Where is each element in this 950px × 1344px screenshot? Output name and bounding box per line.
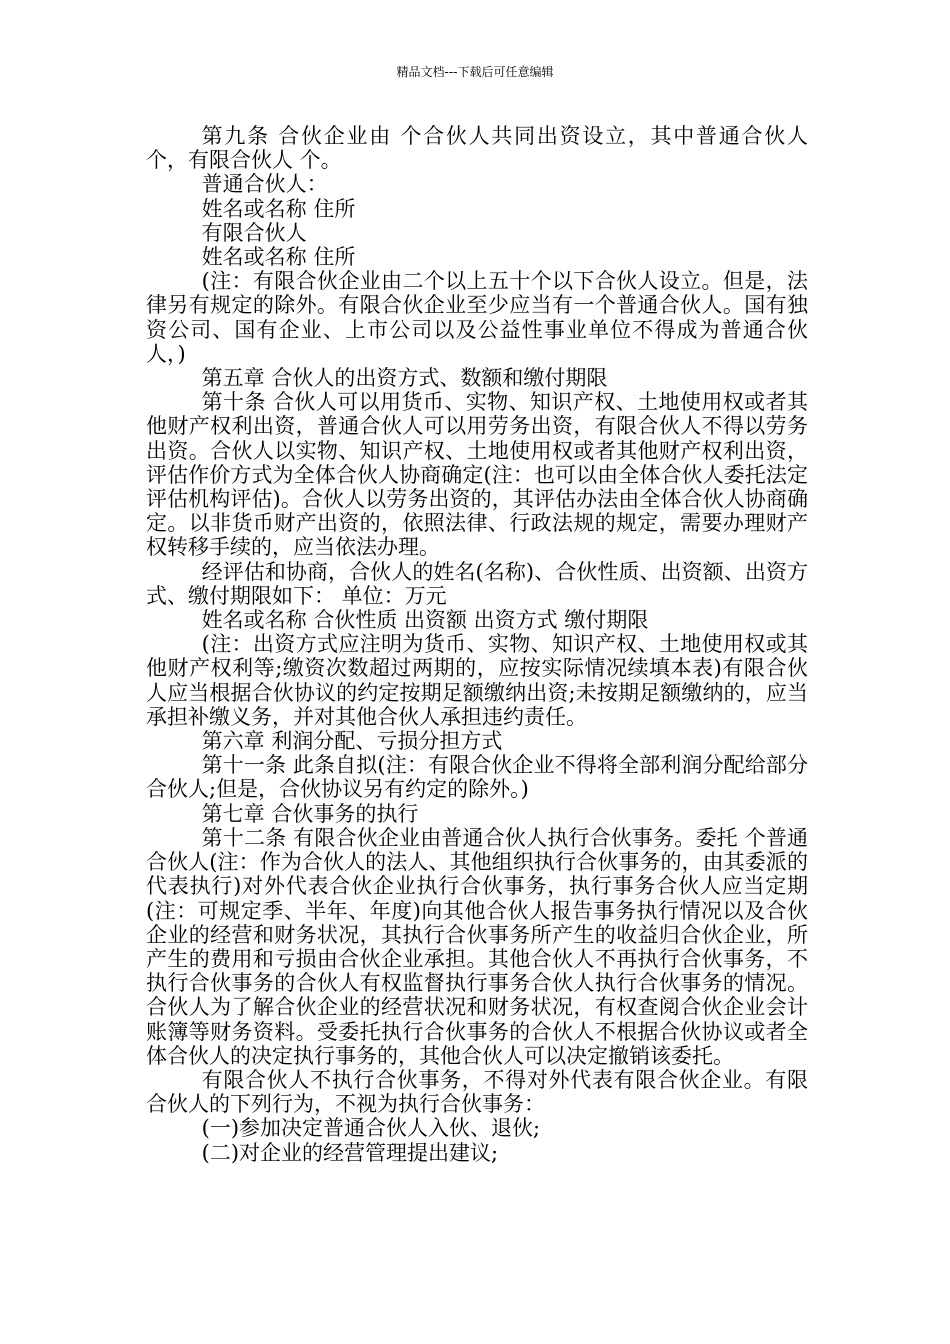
list-item-2: (二)对企业的经营管理提出建议; [201,1140,499,1165]
paragraph-general-partners-label: 普通合伙人： [201,172,328,197]
paragraph-limited-partner-conduct: 有限合伙人不执行合伙事务，不得对外代表有限合伙企业。有限合伙人的下列行为，不视为执行合伙事务： [146,1067,808,1117]
heading-chapter-7: 第七章 合伙事务的执行 [201,801,419,826]
paragraph-article-12: 第十二条 有限合伙企业由普通合伙人执行合伙事务。委托 个普通合伙人(注：作为合伙人的法人、其他组织执行合伙事务的，由其委派的代表执行)对外代表合伙企业执行合伙事务，执行事务合伙人应当定期(注：可规定季、半年、年度)向其他合伙人报告事务执行情况以及合伙企业的经营和财务状况，其执行合伙事务所产生的收益归合伙企业，所产生的费用和亏损由合伙企业承担。其他合伙人不再执行合伙事务，不执行合伙事务的合伙人有权监督执行事务合伙人执行合伙事务的情况。合伙人为了解合伙企业的经营状况和财务状况，有权查阅合伙企业会计账簿等财务资料。受委托执行合伙事务的合伙人不根据合伙协议或者全体合伙人的决定执行事务的，其他合伙人可以决定撤销该委托。 [146,825,808,1068]
document-body [146,124,808,1165]
paragraph-note-partner-count: (注：有限合伙企业由二个以上五十个以下合伙人设立。但是，法律另有规定的除外。有限合伙企业至少应当有一个普通合伙人。国有独资公司、国有企业、上市公司以及公益性事业单位不得成为普通合伙人，) [146,269,808,366]
paragraph-general-partners-fields: 姓名或名称 住所 [201,196,356,221]
paragraph-article-11: 第十一条 此条自拟(注：有限合伙企业不得将全部利润分配给部分合伙人;但是，合伙协议另有约定的除外。) [146,753,808,802]
paragraph-contribution-intro: 经评估和协商，合伙人的姓名(名称)、合伙性质、出资额、出资方式、缴付期限如下： 单位：万元 [146,559,808,608]
heading-chapter-6: 第六章 利润分配、亏损分担方式 [201,729,503,754]
paragraph-limited-partners-fields: 姓名或名称 住所 [201,245,356,270]
heading-chapter-5: 第五章 合伙人的出资方式、数额和缴付期限 [201,366,608,391]
list-item-1: (一)参加决定普通合伙人入伙、退伙; [201,1116,541,1141]
paragraph-note-contribution: (注：出资方式应注明为货币、实物、知识产权、土地使用权或其他财产权利等;缴资次数超过两期的，应按实际情况续填本表)有限合伙人应当根据合伙协议的约定按期足额缴纳出资;未按期足额缴纳的，应当承担补缴义务，并对其他合伙人承担违约责任。 [146,632,808,729]
paragraph-article-9: 第九条 合伙企业由 个合伙人共同出资设立，其中普通合伙人 个，有限合伙人 个。 [146,124,808,173]
paragraph-article-10: 第十条 合伙人可以用货币、实物、知识产权、土地使用权或者其他财产权利出资，普通合伙人可以用劳务出资，有限合伙人不得以劳务出资。合伙人以实物、知识产权、土地使用权或者其他财产权利出资，评估作价方式为全体合伙人协商确定(注：也可以由全体合伙人委托法定评估机构评估)。合伙人以劳务出资的，其评估办法由全体合伙人协商确定。以非货币财产出资的，依照法律、行政法规的规定，需要办理财产权转移手续的，应当依法办理。 [146,390,808,560]
paragraph-contribution-fields: 姓名或名称 合伙性质 出资额 出资方式 缴付期限 [201,608,649,633]
paragraph-limited-partners-label: 有限合伙人 [201,220,307,245]
page-header: 精品文档---下载后可任意编辑 [396,65,554,79]
